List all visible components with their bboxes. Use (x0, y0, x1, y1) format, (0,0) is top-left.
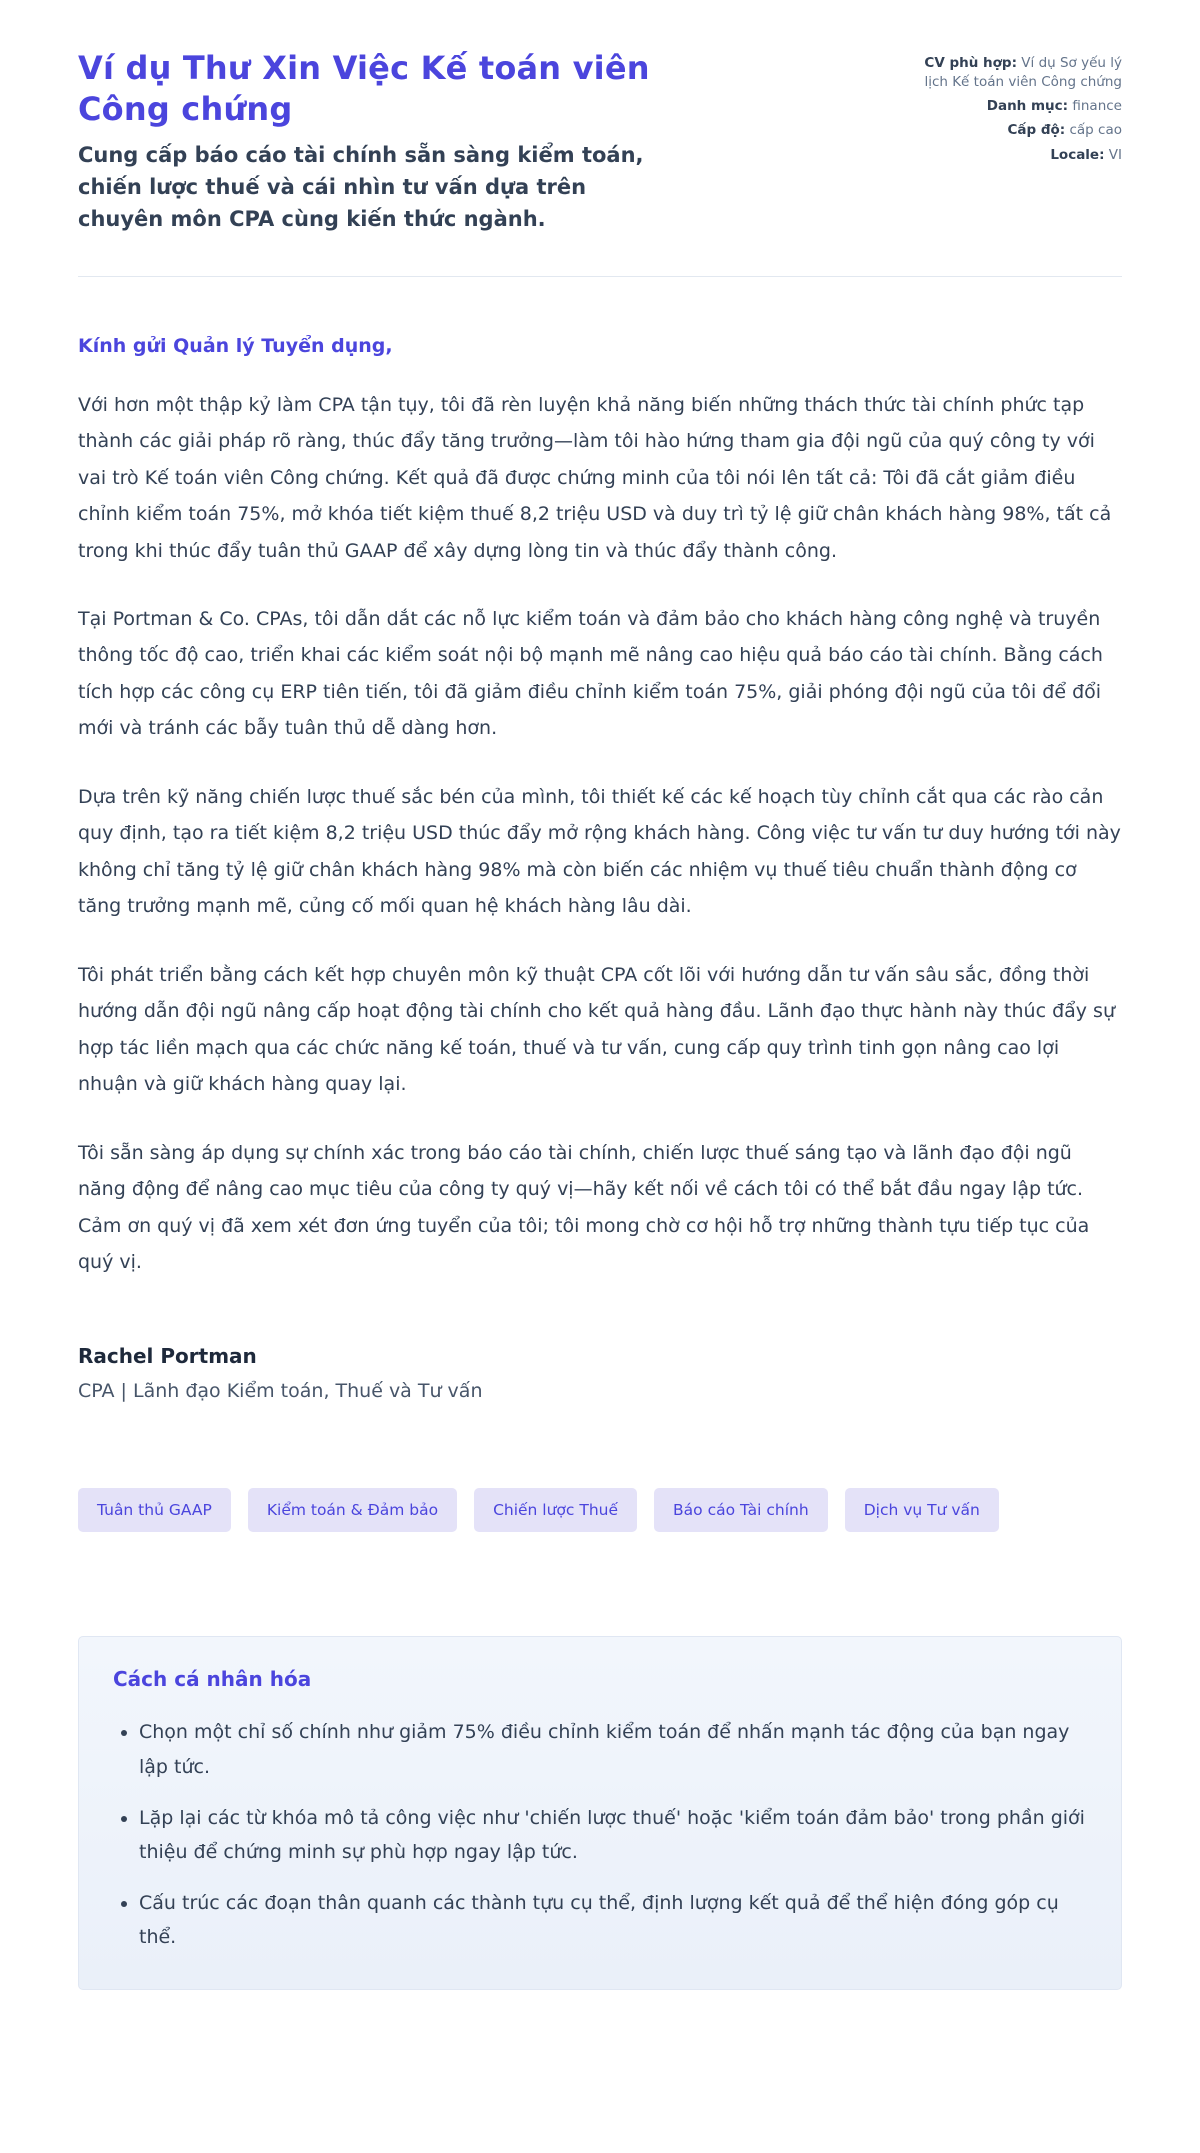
letter-paragraph: Tôi phát triển bằng cách kết hợp chuyên môn kỹ thuật CPA cốt lõi với hướng dẫn tư vấn sâu sắc, đồng thời hướng dẫn đội ngũ nâng cấp hoạt động tài chính cho kết quả hàng đầu. Lãnh đạo thực hành này thúc đẩy sự hợp tác liền mạch qua các chức năng kế toán, thuế và tư vấn, cung cấp quy trình tinh gọn nâng cao lợi nhuận và giữ khách hàng quay lại. (78, 963, 1116, 1096)
meta-level-value: cấp cao (1069, 122, 1122, 139)
meta-level-label: Cấp độ: (1007, 122, 1066, 139)
page-subtitle: Cung cấp báo cáo tài chính sẵn sàng kiểm toán, chiến lược thuế và cái nhìn tư vấn dựa trên chuyên môn CPA cùng kiến thức ngành. (78, 142, 644, 231)
header-divider (78, 276, 1122, 277)
letter-paragraph: Dựa trên kỹ năng chiến lược thuế sắc bén của mình, tôi thiết kế các kế hoạch tùy chỉnh cắt qua các rào cản quy định, tạo ra tiết kiệm 8,2 triệu USD thúc đẩy mở rộng khách hàng. Công việc tư vấn tư duy hướng tới này không chỉ tăng tỷ lệ giữ chân khách hàng 98% mà còn biến các nhiệm vụ thuế tiêu chuẩn thành động cơ tăng trưởng mạnh mẽ, củng cố mối quan hệ khách hàng lâu dài. (78, 785, 1121, 918)
personalization-tips-box (78, 1636, 1122, 1989)
header-meta (922, 48, 1122, 170)
letter-paragraph: Tôi sẵn sàng áp dụng sự chính xác trong báo cáo tài chính, chiến lược thuế sáng tạo và lãnh đạo đội ngũ năng động để nâng cao mục tiêu của công ty quý vị—hãy kết nối về cách tôi có thể bắt đầu ngay lập tức. Cảm ơn quý vị đã xem xét đơn ứng tuyển của tôi; tôi mong chờ cơ hội hỗ trợ những thành tựu tiếp tục của quý vị. (78, 1141, 1090, 1273)
tag-badge: Tuân thủ GAAP (78, 1488, 231, 1532)
signature-name: Rachel Portman (78, 1344, 257, 1369)
tag-badge: Chiến lược Thuế (474, 1488, 637, 1532)
letter-body (78, 335, 1122, 1403)
signature-title: CPA | Lãnh đạo Kiểm toán, Thuế và Tư vấn (78, 1380, 483, 1403)
meta-matching-resume-value: Ví dụ Sơ yếu lý lịch Kế toán viên Công chứng (924, 55, 1122, 91)
keyword-tags (78, 1488, 1122, 1532)
page-title: Ví dụ Thư Xin Việc Kế toán viên Công chứng (78, 49, 650, 128)
meta-locale-value: VI (1108, 146, 1122, 163)
header-title-block (78, 48, 653, 236)
tips-list-item: • Lặp lại các từ khóa mô tả công việc như 'chiến lược thuế' hoặc 'kiểm toán đảm bảo' trong phần giới thiệu để chứng minh sự phù hợp ngay lập tức. (139, 1801, 1087, 1870)
meta-category (922, 97, 1122, 116)
meta-category-label: Danh mục: (986, 98, 1069, 115)
meta-category-value: finance (1072, 98, 1122, 115)
meta-locale (922, 146, 1122, 165)
meta-level (922, 121, 1122, 140)
signature-block (78, 1344, 1122, 1402)
tips-list-item: • Cấu trúc các đoạn thân quanh các thành tựu cụ thể, định lượng kết quả để thể hiện đóng góp cụ thể. (139, 1886, 1087, 1955)
letter-paragraph: Với hơn một thập kỷ làm CPA tận tụy, tôi đã rèn luyện khả năng biến những thách thức tài chính phức tạp thành các giải pháp rõ ràng, thúc đẩy tăng trưởng—làm tôi hào hứng tham gia đội ngũ của quý công ty với vai trò Kế toán viên Công chứng. Kết quả đã được chứng minh của tôi nói lên tất cả: Tôi đã cắt giảm điều chỉnh kiểm toán 75%, mở khóa tiết kiệm thuế 8,2 triệu USD và duy trì tỷ lệ giữ chân khách hàng 98%, tất cả trong khi thúc đẩy tuân thủ GAAP để xây dựng lòng tin và thúc đẩy thành công. (78, 393, 1112, 562)
tips-heading: Cách cá nhân hóa (113, 1667, 312, 1692)
meta-matching-resume-label: CV phù hợp: (924, 55, 1017, 71)
tips-list (113, 1715, 1087, 1954)
tips-list-item: • Chọn một chỉ số chính như giảm 75% điều chỉnh kiểm toán để nhấn mạnh tác động của bạn ngay lập tức. (139, 1715, 1087, 1784)
page-header (78, 48, 1122, 236)
tag-badge: Báo cáo Tài chính (654, 1488, 828, 1532)
letter-paragraph: Tại Portman & Co. CPAs, tôi dẫn dắt các nỗ lực kiểm toán và đảm bảo cho khách hàng công nghệ và truyền thông tốc độ cao, triển khai các kiểm soát nội bộ mạnh mẽ nâng cao hiệu quả báo cáo tài chính. Bằng cách tích hợp các công cụ ERP tiên tiến, tôi đã giảm điều chỉnh kiểm toán 75%, giải phóng đội ngũ của tôi để đổi mới và tránh các bẫy tuân thủ dễ dàng hơn. (78, 607, 1103, 740)
tag-badge: Dịch vụ Tư vấn (845, 1488, 999, 1532)
tag-badge: Kiểm toán & Đảm bảo (248, 1488, 457, 1532)
meta-matching-resume (922, 54, 1122, 92)
meta-locale-label: Locale: (1050, 146, 1105, 163)
letter-greeting: Kính gửi Quản lý Tuyển dụng, (78, 334, 393, 357)
